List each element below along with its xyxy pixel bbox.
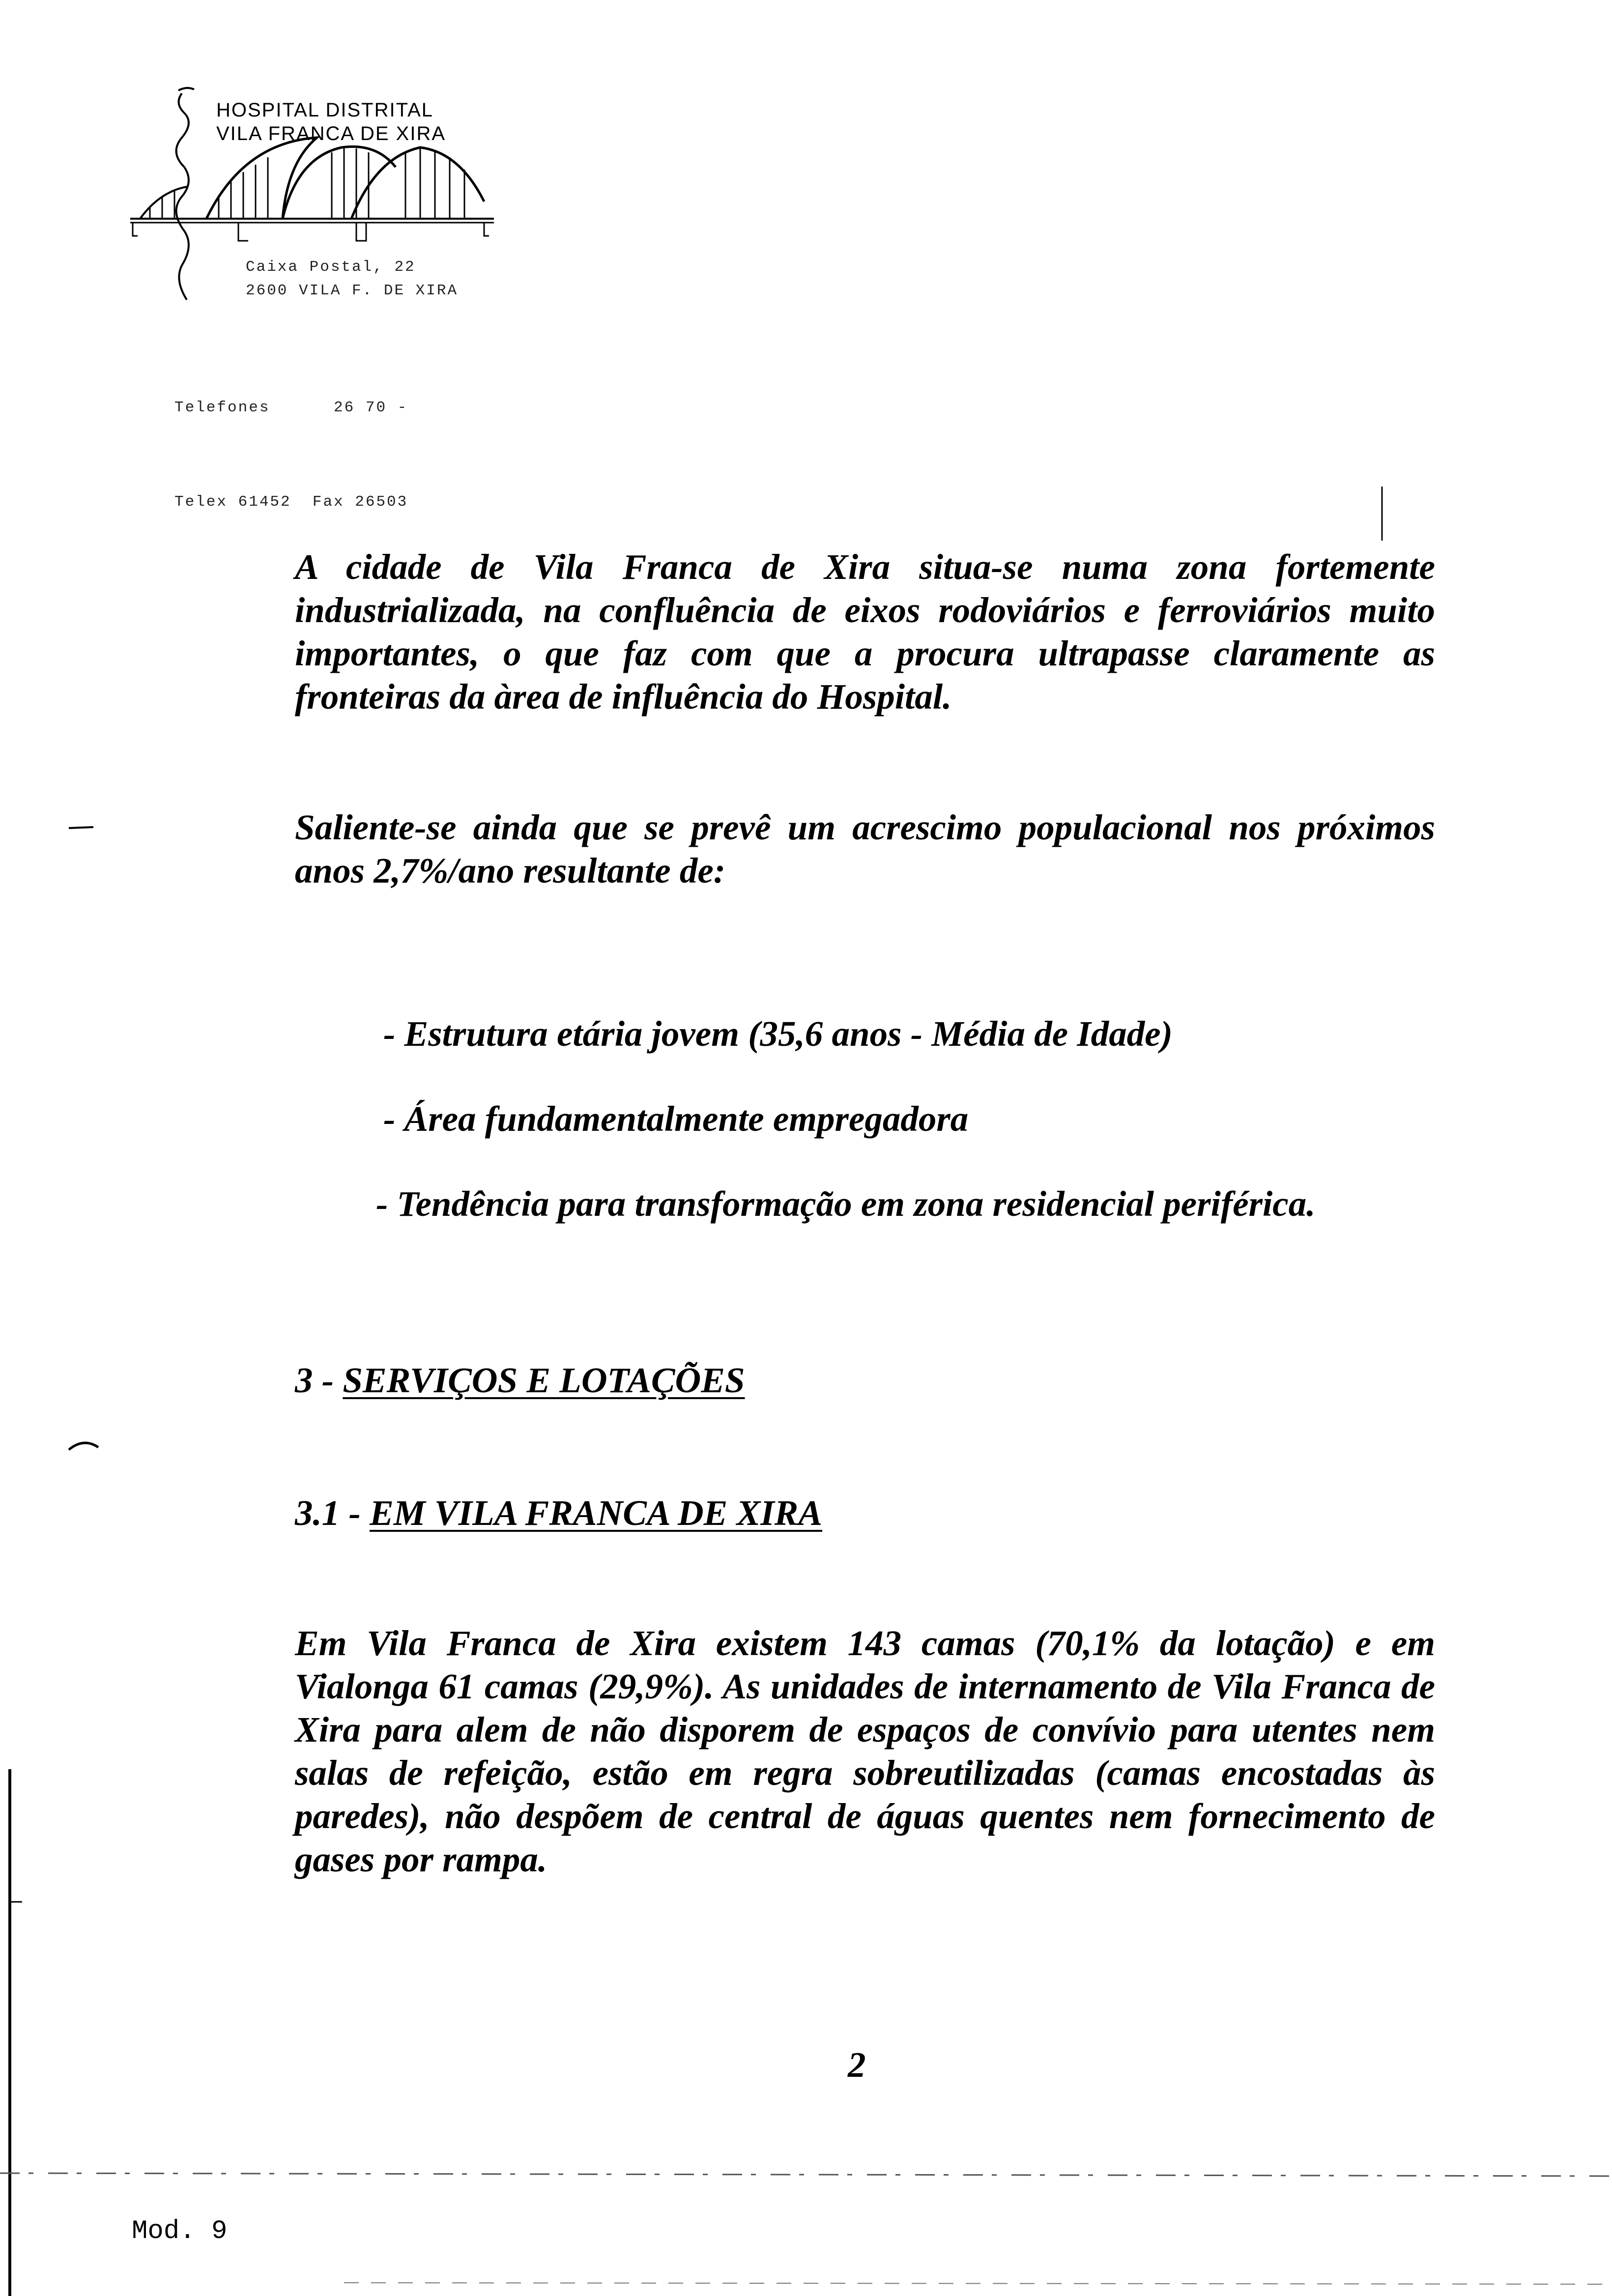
form-code: Mod. 9: [132, 2216, 228, 2246]
paragraph-population-growth: Saliente-se ainda que se prevê um acrescimo populacional nos próximos anos 2,7%/ano resultante de:: [295, 807, 1435, 890]
list-item: - Área fundamentalmente empregadora: [383, 1099, 969, 1139]
subsection-number: 3.1 -: [295, 1493, 370, 1533]
address-line2: 2600 VILA F. DE XIRA: [246, 282, 459, 299]
list-item: - Tendência para transformação em zona residencial periférica.: [376, 1184, 1316, 1224]
section-title: SERVIÇOS E LOTAÇÕES: [343, 1360, 745, 1400]
address-line1: Caixa Postal, 22: [246, 258, 416, 276]
telephones-line: Telefones 26 70 -: [174, 399, 408, 416]
subsection-heading: [295, 1492, 822, 1535]
paragraph-bed-capacity: Em Vila Franca de Xira existem 143 camas (70,1% da lotação) e em Vialonga 61 camas (29,9%). As unidades de internamento de Vila Franca de Xira para alem de não disporem de espaços de convívio para utentes nem salas de refeição, estão em regra sobreutilizadas (camas encostadas às paredes), não despõem de central de águas quentes nem fornecimento de gases por rampa.: [295, 1623, 1435, 1879]
institution-name-line2: VILA FRANCA DE XIRA: [216, 123, 446, 144]
telex-fax-line: Telex 61452 Fax 26503: [174, 493, 408, 511]
subsection-title: EM VILA FRANCA DE XIRA: [370, 1493, 823, 1533]
institution-name-line1: HOSPITAL DISTRITAL: [216, 99, 433, 121]
section-heading: [295, 1359, 745, 1402]
section-number: 3 -: [295, 1360, 343, 1400]
page-number: 2: [848, 2045, 866, 2085]
paragraph-city-context: A cidade de Vila Franca de Xira situa-se numa zona fortemente industrializada, na confluência de eixos rodoviários e ferroviários muito importantes, o que faz com que a procura ultrapasse claramente as fronteiras da àrea de influência do Hospital.: [295, 547, 1435, 717]
growth-factors-list: [376, 1012, 1316, 1267]
list-item: - Estrutura etária jovem (35,6 anos - Média de Idade): [383, 1014, 1173, 1054]
